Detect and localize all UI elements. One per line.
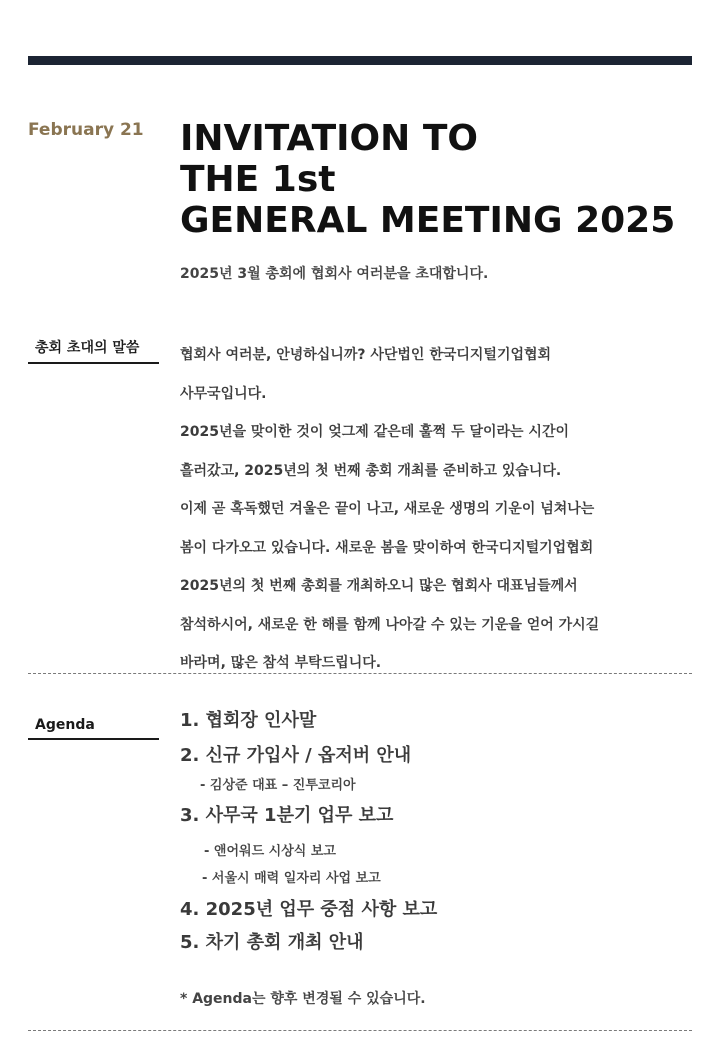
title-line-1: INVITATION TO bbox=[180, 118, 478, 159]
greeting-section-label: 총회 초대의 말씀 bbox=[28, 337, 159, 364]
agenda-item-2: 2. 신규 가입사 / 옵저버 안내 bbox=[180, 745, 412, 766]
agenda-subitem: - 서울시 매력 일자리 사업 보고 bbox=[202, 871, 381, 886]
section-divider bbox=[28, 673, 692, 674]
agenda-subitem: - 앤어워드 시상식 보고 bbox=[204, 844, 336, 859]
agenda-item-1: 1. 협회장 인사말 bbox=[180, 710, 317, 731]
agenda-item-4: 4. 2025년 업무 중점 사항 보고 bbox=[180, 899, 438, 920]
title-line-2: THE 1st bbox=[180, 159, 336, 200]
meeting-date: February 21 bbox=[28, 120, 144, 140]
header-rule bbox=[28, 56, 692, 65]
page-subtitle: 2025년 3월 총회에 협회사 여러분을 초대합니다. bbox=[180, 266, 489, 282]
greeting-line: 사무국입니다. bbox=[180, 385, 267, 402]
greeting-line: 흘러갔고, 2025년의 첫 번째 총회 개최를 준비하고 있습니다. bbox=[180, 462, 562, 479]
greeting-line: 이제 곧 혹독했던 겨울은 끝이 나고, 새로운 생명의 기운이 넘쳐나는 bbox=[180, 501, 595, 517]
agenda-item-5: 5. 차기 총회 개최 안내 bbox=[180, 932, 364, 953]
agenda-subitem: - 김상준 대표 – 진투코리아 bbox=[200, 778, 356, 793]
greeting-line: 참석하시어, 새로운 한 해를 함께 나아갈 수 있는 기운을 얻어 가시길 bbox=[180, 616, 600, 633]
greeting-line: 바라며, 많은 참석 부탁드립니다. bbox=[180, 655, 382, 671]
greeting-line: 2025년을 맞이한 것이 엊그제 같은데 훌쩍 두 달이라는 시간이 bbox=[180, 424, 570, 440]
greeting-line: 협회사 여러분, 안녕하십니까? 사단법인 한국디지털기업협회 bbox=[180, 347, 552, 363]
agenda-item-3: 3. 사무국 1분기 업무 보고 bbox=[180, 805, 394, 826]
greeting-line: 봄이 다가오고 있습니다. 새로운 봄을 맞이하여 한국디지털기업협회 bbox=[180, 539, 594, 556]
agenda-section-label: Agenda bbox=[28, 717, 159, 740]
greeting-line: 2025년의 첫 번째 총회를 개최하오니 많은 협회사 대표님들께서 bbox=[180, 578, 578, 594]
agenda-note: * Agenda는 향후 변경될 수 있습니다. bbox=[180, 991, 426, 1007]
section-divider bbox=[28, 1030, 692, 1031]
greeting-body bbox=[180, 336, 680, 683]
title-line-3: GENERAL MEETING 2025 bbox=[180, 200, 676, 241]
page-title bbox=[180, 118, 700, 241]
